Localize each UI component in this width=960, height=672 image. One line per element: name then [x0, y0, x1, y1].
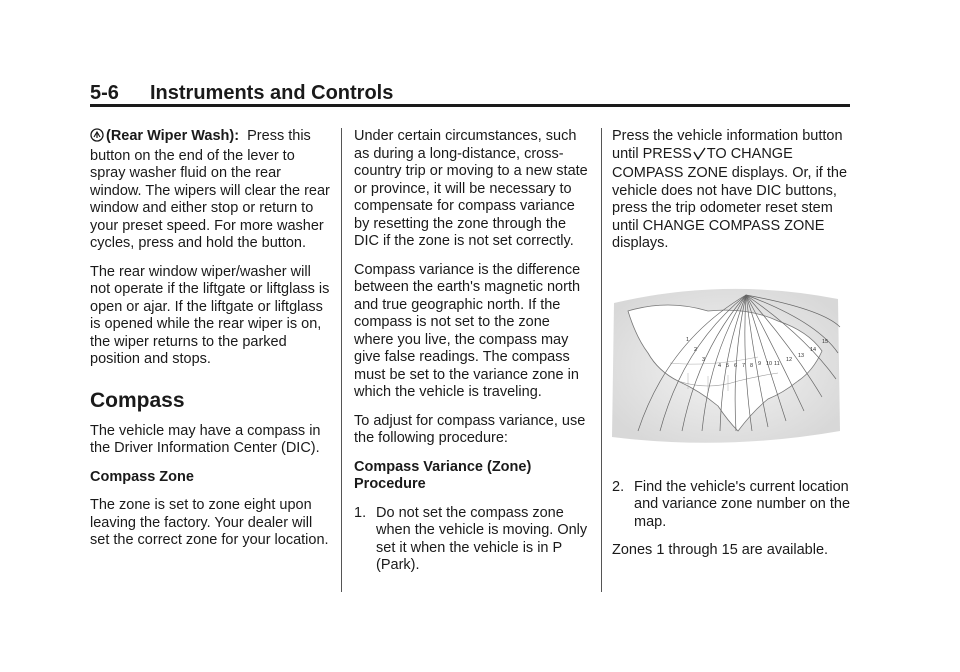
zone-label: 5 [726, 362, 730, 369]
zone-label: 12 [786, 356, 793, 363]
section-title: Instruments and Controls [150, 82, 394, 104]
list-text: Do not set the compass zone when the vehicle is moving. Only set it when the vehicle is in P (Park). [376, 504, 588, 573]
compass-zone-map [608, 281, 844, 463]
column-divider [341, 128, 342, 592]
zone-label: 8 [750, 362, 754, 369]
paragraph: The vehicle may have a compass in the Driver Information Center (DIC). [90, 422, 321, 456]
zone-label: 6 [734, 362, 738, 369]
list-item [612, 479, 852, 532]
paragraph-text: Press the vehicle information button until PRESS [612, 128, 843, 162]
wiper-wash-paragraph [90, 128, 330, 253]
paragraph: The zone is set to zone eight upon leaving the factory. Your dealer will set the correct zone for your location. [90, 497, 329, 548]
wiper-wash-label: (Rear Wiper Wash): [106, 128, 240, 144]
paragraph: To adjust for compass variance, use the following procedure: [354, 412, 586, 446]
zone-label: 13 [798, 352, 805, 359]
list-number: 1. [354, 504, 367, 521]
column-3 [612, 128, 852, 571]
zone-label: 2 [694, 346, 698, 353]
column-divider [601, 128, 602, 592]
wiper-wash-text: Press this button on the end of the lever to spray washer fluid on the rear window. The wipers will clear the rear window and either stop or return to your preset speed. For more washer cycles, press and hold the button. [90, 128, 330, 251]
header-rule [90, 104, 850, 107]
zone-label: 9 [758, 360, 762, 367]
zone-label: 4 [718, 362, 722, 369]
compass-heading: Compass [90, 388, 185, 412]
list-number: 2. [612, 478, 625, 495]
page-number: 5-6 [90, 82, 119, 104]
zone-label: 15 [822, 338, 829, 345]
paragraph: The rear window wiper/washer will not operate if the liftgate or liftglass is open or ajar. If the liftgate or liftglass is opened while the rear wiper is on, the wiper returns to the parked position and stops. [90, 263, 330, 367]
paragraph: Compass variance is the difference between the earth's magnetic north and true geographic north. If the compass is not set to the zone where you live, the compass may give false readings. The compass must be set to the variance zone in which the vehicle is traveling. [354, 261, 581, 400]
rear-wiper-wash-icon [90, 128, 104, 148]
zone-label: 11 [774, 360, 780, 367]
column-1 [90, 128, 330, 561]
subheading: Compass Zone [90, 468, 194, 485]
zone-label: 7 [742, 362, 746, 369]
checkmark-icon [693, 147, 706, 166]
column-2 [354, 128, 590, 575]
paragraph: Under certain circumstances, such as during a long-distance, cross-country trip or moving to a new state or province, it will be necessary to compensate for compass variance by resetting the zone through the DIC if the zone is not set correctly. [354, 128, 588, 249]
zone-label: 10 [766, 360, 773, 367]
paragraph [612, 128, 852, 253]
zone-label: 3 [702, 356, 706, 363]
paragraph: Zones 1 through 15 are available. [612, 542, 829, 558]
paragraph-text: TO CHANGE COMPASS ZONE displays. Or, if the vehicle does not have DIC buttons, press the trip odometer reset stem until CHANGE COMPASS ZONE displays. [612, 145, 848, 251]
zone-label: 14 [810, 346, 817, 353]
subheading: Compass Variance (Zone) Procedure [354, 458, 532, 492]
page-header [90, 82, 850, 105]
list-text: Find the vehicle's current location and variance zone number on the map. [634, 478, 851, 530]
zone-label: 1 [686, 336, 690, 343]
list-item [354, 505, 590, 575]
